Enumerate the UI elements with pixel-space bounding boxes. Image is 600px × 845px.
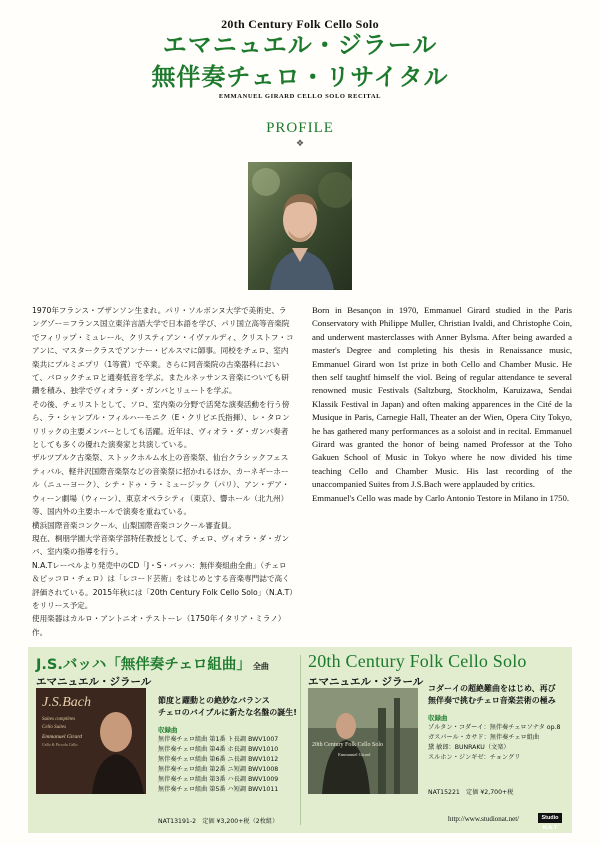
album2-track: 黛 敏郎：BUNRAKU（文楽）	[428, 744, 510, 751]
bio-ja-paragraph: ザルツブルク古楽祭、ストックホルム水上の音楽祭、仙台クラシックフェスティバル、軽井沢国際音楽祭などの音楽祭に招かれるほか、カーネギーホール（ニューヨーク）、シテ・ドゥ・ラ・ミュージック（パリ）、アン・デア・ウィーン劇場（ウィーン）、東京オペラシティ（東京）、響ホール（北九州）等、国内外の主要ホールで演奏を重ねている。	[32, 453, 290, 517]
title-artist-ja: エマニュエル・ジラール	[162, 31, 438, 59]
album1-tagline: チェロのバイブルに新たな名盤の誕生!	[158, 708, 297, 717]
album1-info	[158, 695, 297, 795]
bio-ja-paragraph: 使用楽器はカルロ・アントニオ・テストーレ（1750年イタリア・ミラノ）作。	[32, 614, 286, 637]
series-subtitle: 20th Century Folk Cello Solo	[221, 17, 379, 31]
album2-track: ゾルタン・コダーイ：無伴奏チェロソナタ op.8	[428, 724, 561, 731]
album1-heading-title: J.S.バッハ「無伴奏チェロ組曲」	[36, 657, 251, 673]
bio-ja-paragraph: 現在、桐朋学園大学音楽学部特任教授として、チェロ、ヴィオラ・ダ・ガンバ、室内楽の指導を行う。	[32, 533, 290, 557]
album2-tagline: コダーイの超絶難曲をはじめ、再び	[428, 684, 556, 693]
album2-track: ガスパール・カサド：無伴奏チェロ組曲	[428, 734, 540, 741]
title-recital-en: EMMANUEL GIRARD CELLO SOLO RECITAL	[218, 93, 382, 100]
title-recital-ja: 無伴奏チェロ・リサイタル	[151, 63, 449, 91]
album1-cover	[36, 688, 146, 794]
website-link[interactable]: http://www.studionat.net/	[448, 815, 520, 823]
portrait-illustration	[248, 162, 352, 290]
album1-tagline: 節度と躍動との絶妙なバランス	[158, 696, 270, 705]
album1-cover-line3: Cello & Piccolo Cello	[42, 742, 78, 747]
album1-track: 無伴奏チェロ組曲 第3番 ハ長調 BWV1009	[158, 776, 279, 783]
artist-portrait	[248, 162, 352, 290]
album2-track: スルホン・ジンギゼ：チョングリ	[428, 754, 521, 761]
album1-heading	[36, 653, 269, 674]
album2-cover-art	[308, 688, 418, 794]
album2-info	[428, 683, 560, 763]
album1-track: 無伴奏チェロ組曲 第1番 ト長調 BWV1007	[158, 736, 279, 743]
ornament-icon: ❖	[295, 139, 305, 149]
album2-cover-artist: Emmanuel Girard	[338, 752, 371, 757]
album2-heading: 20th Century Folk Cello Solo	[308, 651, 527, 671]
bio-ja-paragraph: 横浜国際音楽コンクール、山梨国際音楽コンクール審査員。	[32, 520, 236, 530]
album1-cover-artist: Emmanuel Girard	[42, 734, 82, 740]
album2-tracks-label: 収録曲	[428, 714, 448, 722]
bio-ja-paragraph: その後、チェリストとして、ソロ、室内楽の分野で活発な演奏活動を行う傍ら、ラ・シャンブル・フィルハーモニク（E・クリビエ氏指揮）、レ・タロンリリックの主要メンバーとしても活躍。近年は、ヴィオラ・ダ・ガンバ奏者としても多くの優れた演奏家と共演している。	[32, 399, 290, 450]
album2-artist: エマニュエル・ジラール	[308, 676, 424, 688]
label-logo: Studio N.A.T	[538, 813, 562, 823]
bio-en-paragraph: Born in Besançon in 1970, Emmanuel Girard studied in the Paris Conservatory with Philippe Muller, Christian Ivaldi, and Christophe Coin, and underwent masterclasses with Anner Bylsma. After being awarded a master's Degree and completing his thesis in Renaissance music, Emmanuel Girard won 1st prize in both Cello and Chamber Music. He then self taughtf himself the viol. Being of regular attendance te several renowned music Festivals (Saltzburg, Stockholm, Karuizawa, Sendai Klassik Festival in Japan) and often making apparences in the Cité de la Musique in Paris, Carnegie Hall, Theater an der Wien, Opera City Tokyo, he has gathered many performances as a soloist and in recital. Emmanuel Girard was granted the honor of being named Professor at the Toho Gakuen School of Music in Tokyo where he now divided his time teaching Cello and Chamber Music. His last recording of the unaccompanied Suites from J.S.Bach were applauded by critics.	[312, 305, 572, 490]
album2-tagline: 無伴奏で挑むチェロ音楽芸術の極み	[428, 696, 556, 705]
biography-japanese	[32, 304, 294, 639]
bio-ja-paragraph: N.A.Tレーベルより発売中のCD「J・S・バッハ：無伴奏組曲全曲」（チェロ＆ピッコロ・チェロ）は「レコード芸術」をはじめとする音楽専門誌で高く評価されている。2015年秋には「20th Century Folk Cello Solo」（N.A.T）をリリース予定。	[32, 560, 294, 610]
album2-cover	[308, 688, 418, 794]
panel-divider	[300, 655, 301, 825]
album1-track: 無伴奏チェロ組曲 第2番 ニ短調 BWV1008	[158, 766, 279, 773]
album2-catalog: NAT15221 定価 ¥2,700+税	[428, 789, 514, 796]
album1-artist: エマニュエル・ジラール	[36, 676, 152, 688]
biography-english	[312, 304, 572, 505]
bio-en-paragraph: Emmanuel's Cello was made by Carlo Antonio Testore in Milano in 1750.	[312, 492, 570, 503]
album1-tracks-label: 収録曲	[158, 726, 178, 734]
album2-cover-title: 20th Century Folk Cello Solo	[312, 742, 384, 748]
album1-cover-art	[36, 688, 146, 794]
album1-track: 無伴奏チェロ組曲 第4番 ホ長調 BWV1010	[158, 746, 279, 753]
bio-ja-paragraph: 1970年フランス・ブザンソン生まれ。パリ・ソルボンヌ大学で美術史、ラングゾー＝フランス国立東洋言語大学で日本語を学び、パリ国立高等音楽院でフィリップ・ミュレール、クリスティアン・イヴァルディ、クリストフ・コアンに、マスタークラスでアンナー・ビルスマに師事。同校をチェロ、室内楽共にプルミエプリ（1等賞）で卒業。さらに同音楽院の古楽器科において、バロックチェロと通奏低音を学ぶ。またルネッサンス音楽についても研鑽を積み、独学でヴィオラ・ダ・ガンバとリュートを学ぶ。	[32, 306, 294, 396]
album1-track: 無伴奏チェロ組曲 第5番 ハ短調 BWV1011	[158, 786, 279, 793]
profile-heading: PROFILE	[266, 120, 334, 136]
discography-panel	[28, 647, 572, 833]
album1-heading-suffix: 全曲	[252, 662, 269, 671]
album1-cover-line1: Suites complètes	[42, 717, 76, 722]
album1-track: 無伴奏チェロ組曲 第6番 ニ長調 BWV1012	[158, 756, 279, 763]
album1-catalog: NAT13191-2 定価 ¥3,200+税（2枚組）	[158, 818, 279, 825]
album1-cover-title: J.S.Bach	[42, 695, 91, 710]
album1-cover-line2: Cello Suites	[42, 725, 67, 730]
